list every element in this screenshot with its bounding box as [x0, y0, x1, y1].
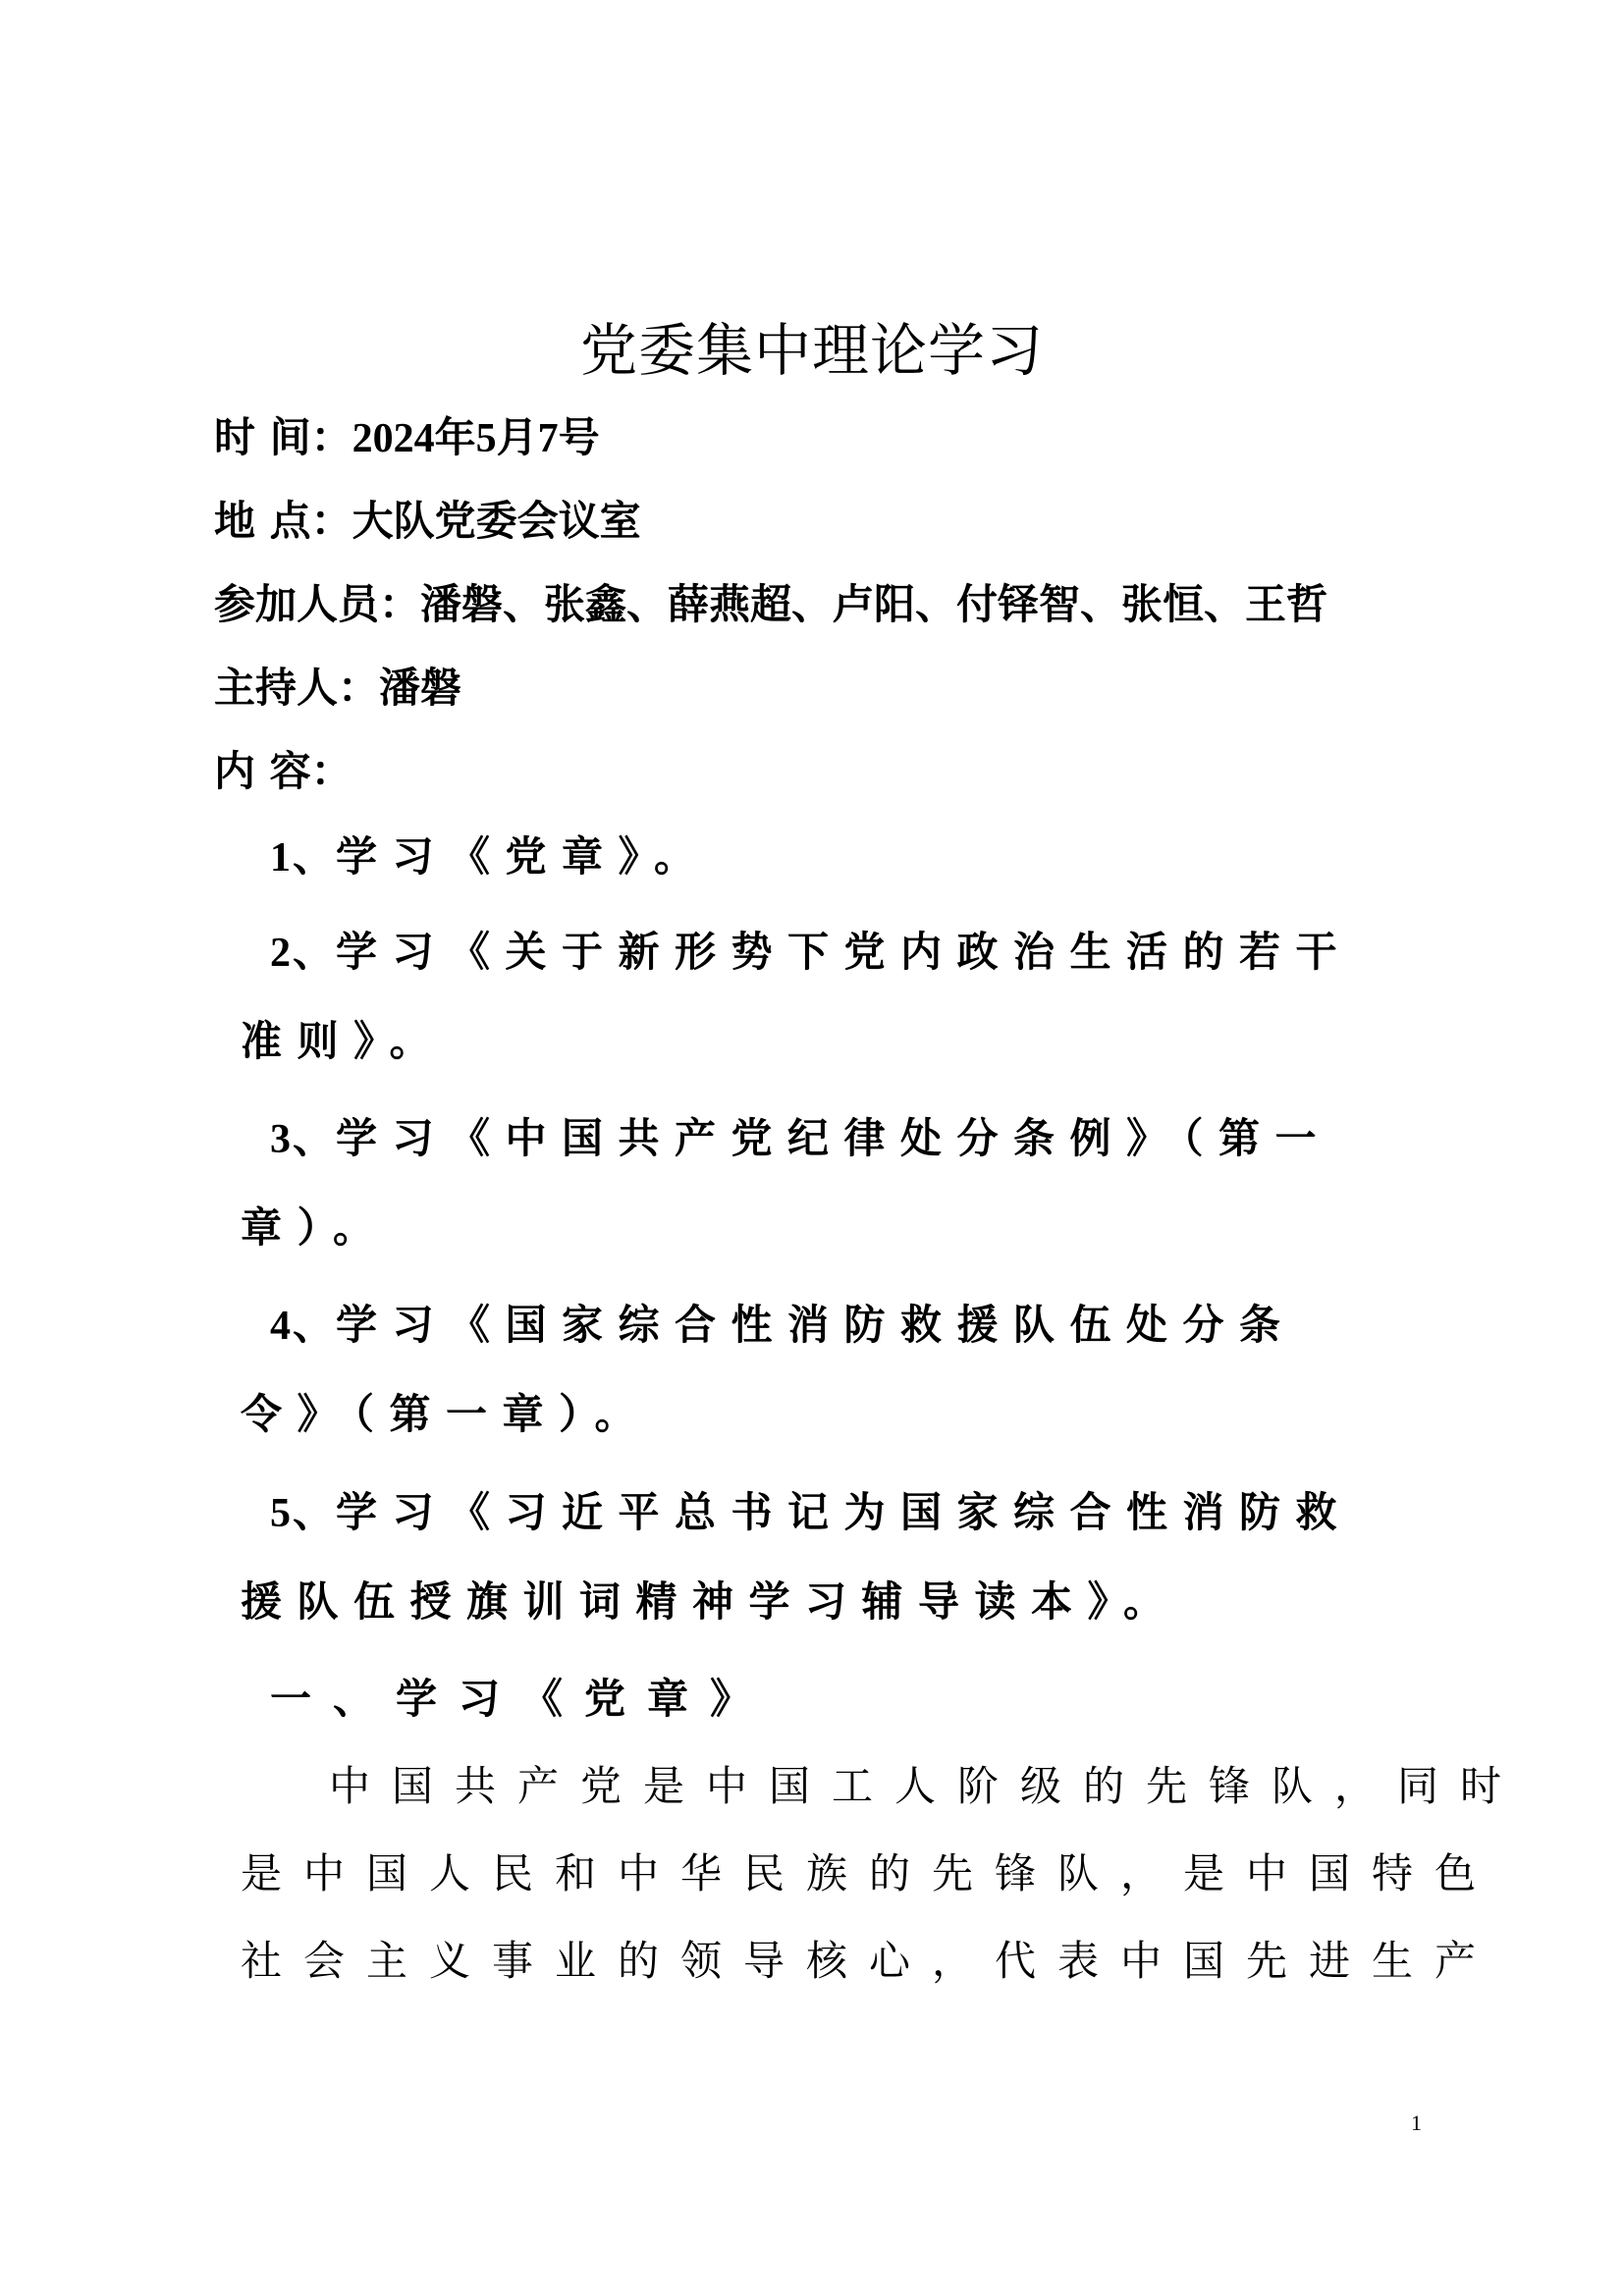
- agenda-item-4-text: 学习《国家综合性消防救援队伍处分条: [336, 1301, 1296, 1349]
- paragraph-line-1: 中国共产党是中国工人阶级的先锋队，同时: [329, 1762, 1524, 1810]
- meta-time-label: 时 间：: [214, 413, 352, 461]
- section-heading: 一、学习《党章》: [270, 1675, 774, 1723]
- agenda-item-2-line1: [241, 925, 1441, 981]
- agenda-item-2-line2: 准则》。: [241, 1017, 447, 1065]
- meta-attendees-label: 参加人员：: [214, 580, 421, 628]
- agenda-item-3-number: 3、: [270, 1117, 337, 1162]
- meta-place-label: 地 点：: [214, 497, 352, 545]
- agenda-item-5-line2: 援队伍授旗训词精神学习辅导读本》。: [241, 1577, 1180, 1626]
- meta-time: [214, 410, 600, 466]
- meta-host: [214, 661, 461, 716]
- meta-content-label: 内 容：: [214, 747, 352, 795]
- document-title: 党委集中理论学习: [579, 317, 1044, 384]
- agenda-item-3-text: 学习《中国共产党纪律处分条例》（第一: [336, 1114, 1332, 1162]
- paragraph-line-3: 社会主义事业的领导核心，代表中国先进生产: [241, 1937, 1498, 1985]
- agenda-item-2-text: 学习《关于新形势下党内政治生活的若干: [336, 928, 1353, 976]
- meta-place: [214, 494, 641, 549]
- meta-attendees: [214, 577, 1327, 632]
- agenda-item-2-number: 2、: [270, 931, 337, 976]
- meta-place-value: 大队党委会议室: [352, 497, 641, 545]
- page-number: 1: [1411, 2110, 1422, 2135]
- agenda-item-1-number: 1、: [270, 835, 337, 881]
- agenda-item-3-line1: [241, 1111, 1441, 1167]
- agenda-item-1-text: 学习《党章》。: [336, 832, 711, 881]
- meta-time-year-unit: 年: [434, 413, 476, 461]
- agenda-item-1-line1: [241, 829, 1441, 885]
- meta-time-day-unit: 号: [558, 413, 600, 461]
- agenda-item-4-line2: 令》（第一章）。: [241, 1390, 652, 1438]
- meta-time-month: 5: [475, 416, 497, 461]
- agenda-item-5-line1: [241, 1485, 1441, 1541]
- agenda-item-3-line2: 章）。: [241, 1203, 390, 1252]
- paragraph-line-2: 是中国人民和中华民族的先锋队，是中国特色: [241, 1849, 1498, 1897]
- meta-host-value: 潘磐: [379, 664, 462, 712]
- agenda-item-4-number: 4、: [270, 1304, 337, 1349]
- meta-attendees-value: 潘磐、张鑫、薛燕超、卢阳、付铎智、张恒、王哲: [420, 580, 1328, 628]
- agenda-item-4-line1: [241, 1298, 1441, 1354]
- agenda-item-5-text: 学习《习近平总书记为国家综合性消防救: [336, 1488, 1353, 1536]
- agenda-item-5-number: 5、: [270, 1491, 337, 1536]
- meta-time-year: 2024: [352, 416, 435, 461]
- meta-time-day: 7: [537, 416, 559, 461]
- meta-host-label: 主持人：: [214, 664, 380, 712]
- meta-time-month-unit: 月: [496, 413, 538, 461]
